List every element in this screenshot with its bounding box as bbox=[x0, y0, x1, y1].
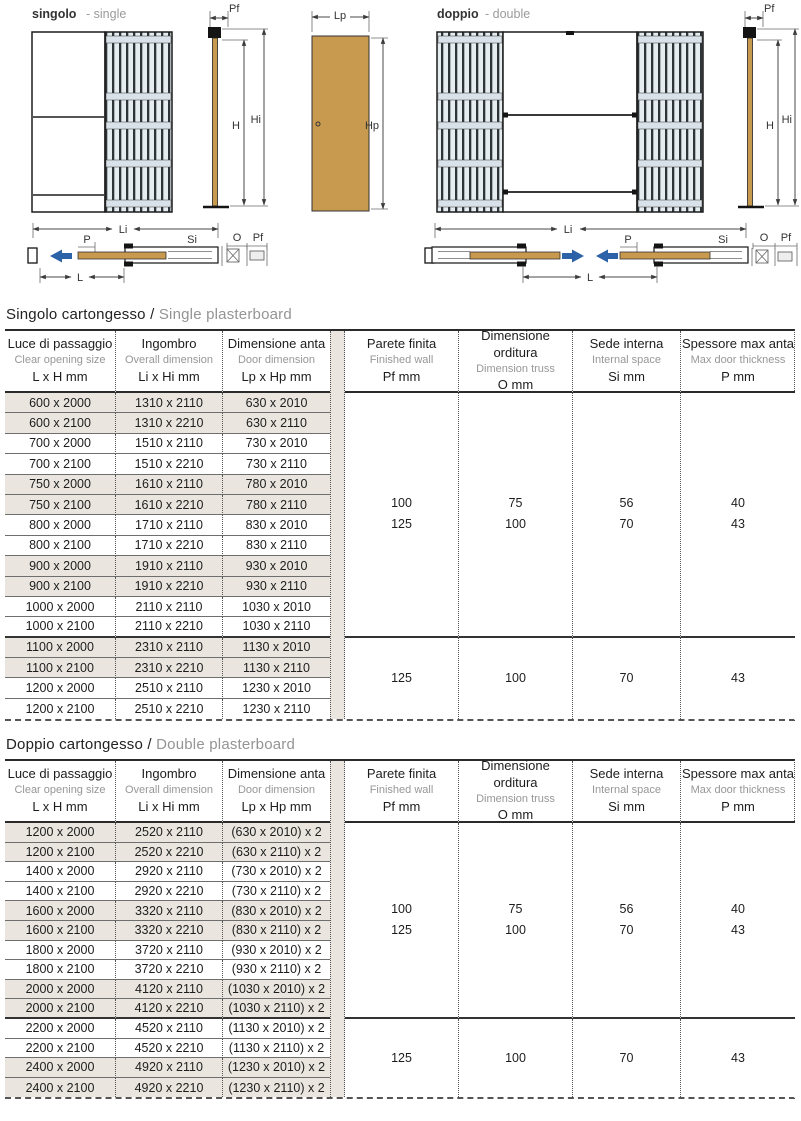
table-cell: 900 x 2000 bbox=[5, 556, 115, 576]
table-cell: (630 x 2110) x 2 bbox=[222, 843, 330, 863]
p-label: P bbox=[83, 234, 91, 246]
table-cell: (1030 x 2110) x 2 bbox=[222, 999, 330, 1019]
header-h-it: Parete finita bbox=[366, 766, 437, 782]
table-cell: 2200 x 2000 bbox=[5, 1019, 115, 1039]
table-cell: 600 x 2000 bbox=[5, 393, 115, 413]
section-title-en: Double plasterboard bbox=[156, 736, 296, 753]
slide-direction-arrow-right bbox=[562, 250, 584, 263]
table-cell: 1800 x 2100 bbox=[5, 960, 115, 980]
spec-value: 70 bbox=[619, 1050, 634, 1065]
spec-value: 125 bbox=[391, 922, 412, 937]
table-cell: 4120 x 2110 bbox=[115, 980, 222, 1000]
header-h-code: Pf mm bbox=[382, 798, 421, 814]
column-header-dimensione-anta bbox=[222, 761, 330, 823]
header-h-en: Overall dimension bbox=[124, 784, 214, 797]
table-cell: 4920 x 2110 bbox=[115, 1058, 222, 1078]
pf-label: Pf bbox=[252, 232, 264, 244]
table-cell: 2400 x 2100 bbox=[5, 1078, 115, 1098]
section-title bbox=[6, 736, 795, 753]
header-h-en: Clear opening size bbox=[14, 784, 106, 797]
table-cell: 1030 x 2010 bbox=[222, 597, 330, 617]
technical-diagrams bbox=[0, 0, 801, 300]
table-cell: 2000 x 2100 bbox=[5, 999, 115, 1019]
spec-value: 40 bbox=[731, 496, 745, 511]
table-cell: 2000 x 2000 bbox=[5, 980, 115, 1000]
header-h-code: Lp x Hp mm bbox=[241, 368, 312, 384]
single-label-en: - single bbox=[86, 7, 127, 21]
table-cell: 600 x 2100 bbox=[5, 413, 115, 433]
double-plasterboard-section bbox=[5, 736, 795, 1099]
spec-value: 125 bbox=[391, 1050, 412, 1065]
section-title-it: Singolo cartongesso / bbox=[6, 306, 155, 323]
p-label: P bbox=[624, 234, 632, 246]
table-cell: (830 x 2010) x 2 bbox=[222, 901, 330, 921]
spec-value: 75 bbox=[508, 496, 523, 511]
si-label: Si bbox=[718, 234, 728, 246]
spec-cell bbox=[680, 823, 795, 1019]
column-header-dimensione-anta bbox=[222, 331, 330, 393]
column-header-luce-di-passaggio bbox=[5, 331, 115, 393]
hi-label: Hi bbox=[250, 114, 261, 126]
double-label-it: doppio bbox=[437, 7, 479, 21]
single-door-diagram bbox=[28, 3, 388, 284]
table-cell: 700 x 2000 bbox=[5, 434, 115, 454]
table-cell: 2510 x 2210 bbox=[115, 699, 222, 719]
door-jamb bbox=[28, 248, 37, 263]
pf-label: Pf bbox=[229, 3, 240, 15]
spec-cell bbox=[458, 1019, 572, 1097]
spec-value: 125 bbox=[391, 670, 412, 685]
track-hanger bbox=[208, 27, 221, 38]
table-cell: 3320 x 2210 bbox=[115, 921, 222, 941]
spec-cell bbox=[345, 823, 458, 1019]
table-cell: 3720 x 2210 bbox=[115, 960, 222, 980]
table-cell: 800 x 2100 bbox=[5, 536, 115, 556]
spec-cell bbox=[572, 823, 680, 1019]
slide-direction-arrow-left bbox=[596, 250, 618, 263]
table-cell: (730 x 2010) x 2 bbox=[222, 862, 330, 882]
table-cell: 3720 x 2110 bbox=[115, 941, 222, 961]
spec-cell bbox=[680, 393, 795, 638]
table-cell: 1030 x 2110 bbox=[222, 617, 330, 637]
table-cell: 2510 x 2110 bbox=[115, 678, 222, 698]
spec-value: 70 bbox=[619, 517, 634, 532]
spec-cell bbox=[572, 393, 680, 638]
table-cell: 2310 x 2210 bbox=[115, 658, 222, 678]
spec-cell bbox=[458, 638, 572, 720]
door-plan-right bbox=[620, 252, 710, 259]
double-label-en: - double bbox=[485, 7, 531, 21]
header-h-en: Dimension truss bbox=[476, 792, 555, 805]
table-cell: 2520 x 2210 bbox=[115, 843, 222, 863]
table-cell: 930 x 2010 bbox=[222, 556, 330, 576]
table-cell: 1710 x 2110 bbox=[115, 515, 222, 535]
column-header-ingombro bbox=[115, 331, 222, 393]
spec-value: 70 bbox=[619, 922, 634, 937]
header-h-code: O mm bbox=[497, 377, 534, 393]
spec-value: 100 bbox=[505, 517, 526, 532]
lp-label: Lp bbox=[333, 10, 347, 22]
dimension-table bbox=[5, 329, 795, 721]
spec-value: 56 bbox=[619, 901, 634, 916]
dimension-table bbox=[5, 759, 795, 1099]
table-cell: (1230 x 2110) x 2 bbox=[222, 1078, 330, 1098]
table-cell: (630 x 2010) x 2 bbox=[222, 823, 330, 843]
table-cell: 1130 x 2010 bbox=[222, 638, 330, 658]
header-h-en: Max door thickness bbox=[690, 354, 786, 367]
table-cell: 750 x 2100 bbox=[5, 495, 115, 515]
section-title-en: Single plasterboard bbox=[158, 306, 292, 323]
hi-label: Hi bbox=[781, 114, 792, 126]
h-label: H bbox=[766, 120, 774, 132]
double-plan-view bbox=[425, 223, 797, 284]
header-h-code: P mm bbox=[721, 368, 755, 384]
table-cell: 1100 x 2000 bbox=[5, 638, 115, 658]
table-cell: 930 x 2110 bbox=[222, 577, 330, 597]
table-cell: 2310 x 2110 bbox=[115, 638, 222, 658]
table-cell: 800 x 2000 bbox=[5, 515, 115, 535]
header-h-code: Pf mm bbox=[382, 368, 421, 384]
o-label: O bbox=[232, 232, 242, 244]
table-cell: 1000 x 2000 bbox=[5, 597, 115, 617]
separator-column bbox=[330, 331, 345, 719]
spec-value: 40 bbox=[731, 901, 745, 916]
table-cell: 1200 x 2000 bbox=[5, 678, 115, 698]
header-h-it: Sede interna bbox=[589, 766, 664, 782]
spec-value: 125 bbox=[391, 517, 412, 532]
spec-cell bbox=[458, 393, 572, 638]
table-cell: 730 x 2110 bbox=[222, 454, 330, 474]
track-hanger bbox=[743, 27, 756, 38]
slide-direction-arrow bbox=[50, 250, 72, 263]
door-edge-section bbox=[748, 38, 753, 206]
table-cell: 1000 x 2100 bbox=[5, 617, 115, 637]
table-cell: 2200 x 2100 bbox=[5, 1039, 115, 1059]
table-cell: (730 x 2110) x 2 bbox=[222, 882, 330, 902]
header-h-code: O mm bbox=[497, 807, 534, 823]
header-h-code: Si mm bbox=[608, 798, 645, 814]
l-label: L bbox=[586, 272, 594, 284]
table-cell: 3320 x 2110 bbox=[115, 901, 222, 921]
header-h-en: Finished wall bbox=[369, 354, 434, 367]
header-h-it: Dimensione anta bbox=[227, 336, 326, 352]
door-edge-section bbox=[213, 38, 218, 206]
table-cell: 4520 x 2210 bbox=[115, 1039, 222, 1059]
table-cell: 780 x 2110 bbox=[222, 495, 330, 515]
table-cell: 1400 x 2100 bbox=[5, 882, 115, 902]
table-cell: 700 x 2100 bbox=[5, 454, 115, 474]
header-h-code: L x H mm bbox=[32, 798, 88, 814]
table-cell: 1400 x 2000 bbox=[5, 862, 115, 882]
header-h-it: Luce di passaggio bbox=[7, 766, 113, 782]
spec-value: 100 bbox=[505, 1050, 526, 1065]
h-label: H bbox=[232, 120, 240, 132]
table-cell: (1130 x 2110) x 2 bbox=[222, 1039, 330, 1059]
column-header-ingombro bbox=[115, 761, 222, 823]
header-h-code: Si mm bbox=[608, 368, 645, 384]
header-h-it: Sede interna bbox=[589, 336, 664, 352]
spec-cell bbox=[680, 638, 795, 720]
double-front-view bbox=[437, 31, 703, 212]
header-h-en: Max door thickness bbox=[690, 784, 786, 797]
header-h-it: Dimensione anta bbox=[227, 766, 326, 782]
spec-cell bbox=[345, 393, 458, 638]
table-cell: 1610 x 2210 bbox=[115, 495, 222, 515]
li-label: Li bbox=[118, 224, 128, 236]
header-h-en: Door dimension bbox=[237, 784, 316, 797]
spec-cell bbox=[345, 1019, 458, 1097]
header-h-it: Luce di passaggio bbox=[7, 336, 113, 352]
single-label-it: singolo bbox=[32, 7, 77, 21]
header-h-en: Internal space bbox=[591, 354, 662, 367]
column-header-sede-interna bbox=[572, 761, 680, 823]
spec-cell bbox=[572, 638, 680, 720]
column-header-parete-finita bbox=[345, 331, 458, 393]
single-plasterboard-section bbox=[5, 306, 795, 721]
table-cell: 1200 x 2100 bbox=[5, 699, 115, 719]
table-cell: 2920 x 2110 bbox=[115, 862, 222, 882]
table-cell: (1130 x 2010) x 2 bbox=[222, 1019, 330, 1039]
table-cell: 1800 x 2000 bbox=[5, 941, 115, 961]
column-header-parete-finita bbox=[345, 761, 458, 823]
spec-value: 43 bbox=[731, 922, 745, 937]
si-label: Si bbox=[187, 234, 197, 246]
table-cell: 1310 x 2210 bbox=[115, 413, 222, 433]
header-h-code: L x H mm bbox=[32, 368, 88, 384]
pf-label: Pf bbox=[764, 3, 775, 15]
spec-value: 100 bbox=[391, 901, 412, 916]
header-h-en: Overall dimension bbox=[124, 354, 214, 367]
table-cell: 830 x 2110 bbox=[222, 536, 330, 556]
spec-value: 43 bbox=[731, 1050, 745, 1065]
table-cell: 780 x 2010 bbox=[222, 475, 330, 495]
header-h-code: Lp x Hp mm bbox=[241, 798, 312, 814]
spec-value: 43 bbox=[731, 517, 745, 532]
header-h-it: Dimensione orditura bbox=[481, 328, 550, 360]
spec-value: 100 bbox=[505, 922, 526, 937]
single-vertical-section bbox=[203, 3, 268, 207]
table-cell: 1230 x 2110 bbox=[222, 699, 330, 719]
table-cell: 2110 x 2110 bbox=[115, 597, 222, 617]
header-h-it: Ingombro bbox=[141, 336, 197, 352]
table-cell: 1510 x 2210 bbox=[115, 454, 222, 474]
double-vertical-section bbox=[738, 3, 799, 207]
spec-value: 100 bbox=[505, 670, 526, 685]
table-cell: (930 x 2010) x 2 bbox=[222, 941, 330, 961]
table-cell: 2520 x 2110 bbox=[115, 823, 222, 843]
header-h-it: Dimensione orditura bbox=[481, 758, 550, 790]
spec-value: 70 bbox=[619, 670, 634, 685]
table-cell: 2920 x 2210 bbox=[115, 882, 222, 902]
door-plan-left bbox=[470, 252, 560, 259]
table-cell: 750 x 2000 bbox=[5, 475, 115, 495]
header-h-it: Ingombro bbox=[141, 766, 197, 782]
table-cell: (830 x 2110) x 2 bbox=[222, 921, 330, 941]
column-header-spessore-max-anta bbox=[680, 761, 795, 823]
header-h-code: Li x Hi mm bbox=[138, 798, 200, 814]
table-cell: 1230 x 2010 bbox=[222, 678, 330, 698]
header-h-en: Dimension truss bbox=[476, 362, 555, 375]
header-h-code: P mm bbox=[721, 798, 755, 814]
table-cell: (930 x 2110) x 2 bbox=[222, 960, 330, 980]
column-header-dimensione-orditura bbox=[458, 328, 572, 393]
column-header-spessore-max-anta bbox=[680, 331, 795, 393]
table-cell: 1200 x 2000 bbox=[5, 823, 115, 843]
hp-label: Hp bbox=[364, 120, 379, 132]
table-cell: 1200 x 2100 bbox=[5, 843, 115, 863]
table-cell: 1710 x 2210 bbox=[115, 536, 222, 556]
table-cell: 1510 x 2110 bbox=[115, 434, 222, 454]
door-panel bbox=[312, 36, 369, 211]
header-h-code: Li x Hi mm bbox=[138, 368, 200, 384]
table-cell: 4120 x 2210 bbox=[115, 999, 222, 1019]
table-cell: 2400 x 2000 bbox=[5, 1058, 115, 1078]
li-label: Li bbox=[563, 224, 573, 236]
spec-cell bbox=[572, 1019, 680, 1097]
spec-value: 43 bbox=[731, 670, 745, 685]
door-plan bbox=[78, 252, 166, 259]
header-h-en: Finished wall bbox=[369, 784, 434, 797]
table-cell: (1030 x 2010) x 2 bbox=[222, 980, 330, 1000]
header-h-en: Internal space bbox=[591, 784, 662, 797]
spec-value: 75 bbox=[508, 901, 523, 916]
header-h-it: Spessore max anta bbox=[682, 766, 795, 782]
spec-value: 56 bbox=[619, 496, 634, 511]
table-cell: (1230 x 2010) x 2 bbox=[222, 1058, 330, 1078]
single-front-view bbox=[32, 32, 172, 212]
section-title-it: Doppio cartongesso / bbox=[6, 736, 152, 753]
column-header-dimensione-orditura bbox=[458, 758, 572, 823]
single-door-panel bbox=[312, 9, 388, 211]
spec-cell bbox=[345, 638, 458, 720]
header-h-it: Spessore max anta bbox=[682, 336, 795, 352]
header-h-en: Door dimension bbox=[237, 354, 316, 367]
table-cell: 1310 x 2110 bbox=[115, 393, 222, 413]
single-plan-view bbox=[28, 223, 267, 284]
section-title bbox=[6, 306, 795, 323]
table-cell: 1600 x 2100 bbox=[5, 921, 115, 941]
column-header-sede-interna bbox=[572, 331, 680, 393]
spec-cell bbox=[458, 823, 572, 1019]
spec-value: 100 bbox=[391, 496, 412, 511]
table-cell: 1100 x 2100 bbox=[5, 658, 115, 678]
table-cell: 1610 x 2110 bbox=[115, 475, 222, 495]
separator-column bbox=[330, 761, 345, 1097]
spec-cell bbox=[680, 1019, 795, 1097]
header-h-en: Clear opening size bbox=[14, 354, 106, 367]
table-cell: 1910 x 2110 bbox=[115, 556, 222, 576]
table-cell: 1130 x 2110 bbox=[222, 658, 330, 678]
table-cell: 830 x 2010 bbox=[222, 515, 330, 535]
pf-label: Pf bbox=[780, 232, 792, 244]
o-label: O bbox=[759, 232, 769, 244]
table-cell: 1600 x 2000 bbox=[5, 901, 115, 921]
table-cell: 4920 x 2210 bbox=[115, 1078, 222, 1098]
table-cell: 2110 x 2210 bbox=[115, 617, 222, 637]
column-header-luce-di-passaggio bbox=[5, 761, 115, 823]
table-cell: 1910 x 2210 bbox=[115, 577, 222, 597]
double-door-diagram bbox=[425, 3, 799, 284]
table-cell: 630 x 2110 bbox=[222, 413, 330, 433]
l-label: L bbox=[76, 272, 84, 284]
header-h-it: Parete finita bbox=[366, 336, 437, 352]
table-cell: 900 x 2100 bbox=[5, 577, 115, 597]
table-cell: 730 x 2010 bbox=[222, 434, 330, 454]
table-cell: 630 x 2010 bbox=[222, 393, 330, 413]
table-cell: 4520 x 2110 bbox=[115, 1019, 222, 1039]
